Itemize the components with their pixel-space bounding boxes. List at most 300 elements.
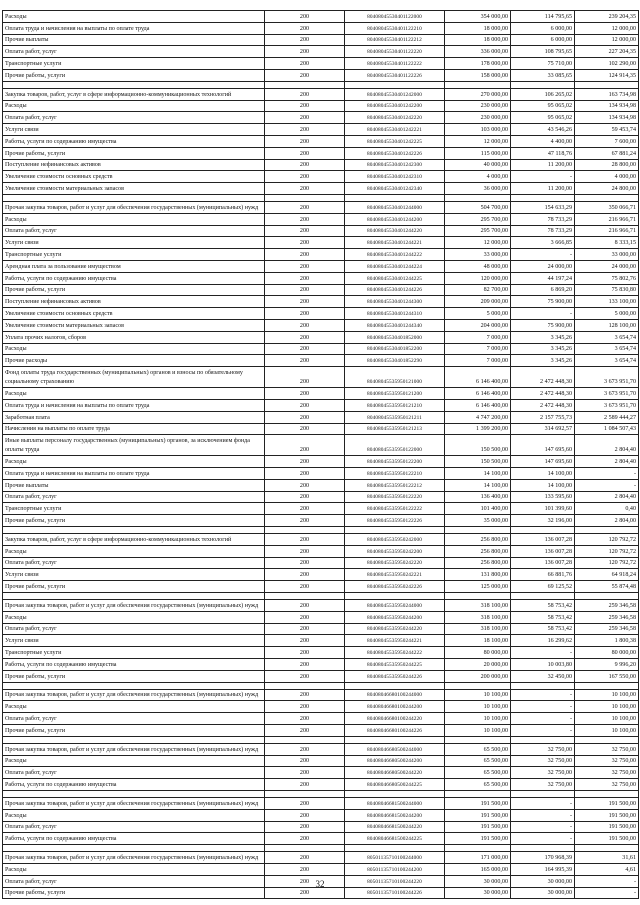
row-budget-code: 80408045535950244000 <box>345 600 445 612</box>
row-executed-amount: 75 710,00 <box>511 58 575 70</box>
row-unexecuted-amount: 24 000,00 <box>575 260 639 272</box>
row-approved-amount: 230 000,00 <box>445 112 511 124</box>
row-approved-amount: 6 146 400,00 <box>445 388 511 400</box>
row-line-code: 200 <box>265 237 345 249</box>
table-row <box>3 88 639 100</box>
table-row <box>3 515 639 527</box>
table-row <box>3 296 639 308</box>
row-line-code: 200 <box>265 367 345 388</box>
row-unexecuted-amount: - <box>575 479 639 491</box>
row-executed-amount: 32 196,00 <box>511 515 575 527</box>
spacer-cell <box>445 736 511 743</box>
table-row <box>3 411 639 423</box>
spacer-cell <box>511 593 575 600</box>
spacer-cell <box>345 593 445 600</box>
row-unexecuted-amount: 216 966,71 <box>575 213 639 225</box>
spacer-cell <box>265 791 345 798</box>
spacer-cell <box>265 194 345 201</box>
row-executed-amount: - <box>511 725 575 737</box>
row-approved-amount: 5 000,00 <box>445 308 511 320</box>
spacer-cell <box>575 593 639 600</box>
row-approved-amount: 256 800,00 <box>445 534 511 546</box>
row-name: Поступление нефинансовых активов <box>3 296 265 308</box>
row-executed-amount: 106 265,02 <box>511 88 575 100</box>
row-executed-amount: 3 345,26 <box>511 331 575 343</box>
row-executed-amount: 136 007,28 <box>511 534 575 546</box>
row-unexecuted-amount: 64 918,24 <box>575 569 639 581</box>
row-executed-amount: 101 399,60 <box>511 503 575 515</box>
row-unexecuted-amount: 2 589 444,27 <box>575 411 639 423</box>
spacer-row <box>3 194 639 201</box>
row-budget-code: 80408045530401242340 <box>345 183 445 195</box>
row-unexecuted-amount: 227 204,35 <box>575 46 639 58</box>
row-approved-amount: 295 700,00 <box>445 225 511 237</box>
row-approved-amount: 35 000,00 <box>445 515 511 527</box>
spacer-cell <box>265 593 345 600</box>
row-approved-amount: 191 500,00 <box>445 809 511 821</box>
row-executed-amount: 14 100,00 <box>511 479 575 491</box>
row-name: Прочие работы, услуги <box>3 887 265 899</box>
row-budget-code: 80408046680100244226 <box>345 725 445 737</box>
row-line-code: 200 <box>265 635 345 647</box>
spacer-row <box>3 736 639 743</box>
row-approved-amount: 230 000,00 <box>445 100 511 112</box>
table-row <box>3 367 639 388</box>
spacer-cell <box>575 81 639 88</box>
spacer-row <box>3 593 639 600</box>
row-approved-amount: 150 500,00 <box>445 456 511 468</box>
row-line-code: 200 <box>265 58 345 70</box>
row-executed-amount: 6 000,00 <box>511 34 575 46</box>
row-unexecuted-amount: 12 000,00 <box>575 34 639 46</box>
row-budget-code: 80408045530401852200 <box>345 343 445 355</box>
row-budget-code: 80408045530401244300 <box>345 296 445 308</box>
row-budget-code: 80408045530401242000 <box>345 88 445 100</box>
row-name: Поступление нефинансовых активов <box>3 159 265 171</box>
spacer-cell <box>345 194 445 201</box>
row-unexecuted-amount: 0,40 <box>575 503 639 515</box>
spacer-cell <box>345 81 445 88</box>
row-name: Оплата работ, услуг <box>3 767 265 779</box>
row-budget-code: 80408045535950121000 <box>345 367 445 388</box>
row-name: Оплата работ, услуг <box>3 491 265 503</box>
row-budget-code: 80408045535950242221 <box>345 569 445 581</box>
spacer-cell <box>575 194 639 201</box>
row-unexecuted-amount: 163 734,98 <box>575 88 639 100</box>
row-line-code: 200 <box>265 34 345 46</box>
spacer-cell <box>511 682 575 689</box>
row-unexecuted-amount: 191 500,00 <box>575 809 639 821</box>
table-row <box>3 659 639 671</box>
row-unexecuted-amount: 24 800,00 <box>575 183 639 195</box>
row-unexecuted-amount: 3 654,74 <box>575 343 639 355</box>
row-approved-amount: 10 100,00 <box>445 713 511 725</box>
row-name: Расходы <box>3 755 265 767</box>
row-unexecuted-amount: 31,61 <box>575 852 639 864</box>
row-line-code: 200 <box>265 159 345 171</box>
row-budget-code: 80501135710100244000 <box>345 852 445 864</box>
row-executed-amount: - <box>511 647 575 659</box>
table-row <box>3 635 639 647</box>
table-row <box>3 611 639 623</box>
row-line-code: 200 <box>265 767 345 779</box>
row-approved-amount: 30 000,00 <box>445 887 511 899</box>
row-approved-amount: 270 000,00 <box>445 88 511 100</box>
row-line-code: 200 <box>265 611 345 623</box>
row-executed-amount: 43 546,26 <box>511 124 575 136</box>
table-row <box>3 213 639 225</box>
row-name: Прочие выплаты <box>3 479 265 491</box>
row-budget-code: 80408045535950122200 <box>345 456 445 468</box>
table-row <box>3 22 639 34</box>
spacer-cell <box>265 527 345 534</box>
table-row <box>3 201 639 213</box>
row-unexecuted-amount: - <box>575 887 639 899</box>
row-name: Прочие работы, услуги <box>3 581 265 593</box>
row-executed-amount: 24 000,00 <box>511 260 575 272</box>
row-unexecuted-amount: 67 881,24 <box>575 147 639 159</box>
row-executed-amount: 3 345,26 <box>511 355 575 367</box>
row-budget-code: 80408045530401244226 <box>345 284 445 296</box>
row-unexecuted-amount: 32 750,00 <box>575 767 639 779</box>
row-budget-code: 80408045530401852000 <box>345 331 445 343</box>
spacer-cell <box>445 845 511 852</box>
row-line-code: 200 <box>265 887 345 899</box>
row-executed-amount: 14 100,00 <box>511 468 575 480</box>
table-row <box>3 755 639 767</box>
row-unexecuted-amount: 167 550,00 <box>575 670 639 682</box>
spacer-row <box>3 845 639 852</box>
spacer-cell <box>575 736 639 743</box>
row-executed-amount: 69 125,52 <box>511 581 575 593</box>
row-name: Увеличение стоимости основных средств <box>3 171 265 183</box>
row-budget-code: 80408046681500244220 <box>345 821 445 833</box>
row-approved-amount: 36 000,00 <box>445 183 511 195</box>
row-approved-amount: 158 000,00 <box>445 69 511 81</box>
row-approved-amount: 6 146 400,00 <box>445 367 511 388</box>
row-budget-code: 80408045535950244221 <box>345 635 445 647</box>
row-approved-amount: 178 000,00 <box>445 58 511 70</box>
row-line-code: 200 <box>265 647 345 659</box>
row-executed-amount: 58 753,42 <box>511 611 575 623</box>
table-row <box>3 147 639 159</box>
spacer-cell <box>575 527 639 534</box>
row-name: Заработная плата <box>3 411 265 423</box>
row-approved-amount: 191 500,00 <box>445 821 511 833</box>
table-row <box>3 225 639 237</box>
row-line-code: 200 <box>265 875 345 887</box>
row-budget-code: 80408046680500244000 <box>345 743 445 755</box>
row-unexecuted-amount: 10 100,00 <box>575 725 639 737</box>
row-unexecuted-amount: 191 500,00 <box>575 798 639 810</box>
row-executed-amount: 75 900,00 <box>511 319 575 331</box>
row-name: Закупка товаров, работ, услуг в сфере информационно-коммуникационных технологий <box>3 534 265 546</box>
row-executed-amount: 136 007,28 <box>511 545 575 557</box>
table-row <box>3 491 639 503</box>
row-budget-code: 80408045535950244222 <box>345 647 445 659</box>
row-name: Прочие работы, услуги <box>3 284 265 296</box>
row-unexecuted-amount: 80 000,00 <box>575 647 639 659</box>
table-row <box>3 701 639 713</box>
row-approved-amount: 10 100,00 <box>445 725 511 737</box>
row-unexecuted-amount: - <box>575 468 639 480</box>
row-budget-code: 80408045535950242226 <box>345 581 445 593</box>
row-executed-amount: - <box>511 798 575 810</box>
row-unexecuted-amount: 191 500,00 <box>575 833 639 845</box>
row-executed-amount: 3 666,85 <box>511 237 575 249</box>
row-executed-amount: 10 003,80 <box>511 659 575 671</box>
budget-execution-table <box>2 10 639 899</box>
spacer-cell <box>3 81 265 88</box>
row-name: Расходы <box>3 100 265 112</box>
row-executed-amount: - <box>511 809 575 821</box>
row-name: Закупка товаров, работ, услуг в сфере информационно-коммуникационных технологий <box>3 88 265 100</box>
spacer-row <box>3 527 639 534</box>
row-executed-amount: 4 400,00 <box>511 135 575 147</box>
spacer-cell <box>445 682 511 689</box>
table-row <box>3 124 639 136</box>
row-name: Транспортные услуги <box>3 503 265 515</box>
row-executed-amount: 44 197,24 <box>511 272 575 284</box>
row-name: Расходы <box>3 213 265 225</box>
row-executed-amount: 108 795,65 <box>511 46 575 58</box>
row-line-code: 200 <box>265 515 345 527</box>
table-row <box>3 767 639 779</box>
row-unexecuted-amount: 350 066,71 <box>575 201 639 213</box>
row-approved-amount: 18 000,00 <box>445 22 511 34</box>
row-name: Услуги связи <box>3 635 265 647</box>
spacer-cell <box>3 593 265 600</box>
row-name: Оплата работ, услуг <box>3 821 265 833</box>
row-unexecuted-amount: 3 673 951,70 <box>575 388 639 400</box>
row-budget-code: 80408045535950122000 <box>345 435 445 456</box>
row-executed-amount: - <box>511 821 575 833</box>
row-name: Оплата работ, услуг <box>3 557 265 569</box>
row-name: Иные выплаты персоналу государственных (муниципальных) органов, за исключением фонда оплаты труда <box>3 435 265 456</box>
row-unexecuted-amount: 134 934,98 <box>575 112 639 124</box>
row-line-code: 200 <box>265 388 345 400</box>
row-approved-amount: 209 000,00 <box>445 296 511 308</box>
row-budget-code: 80501135710100244226 <box>345 887 445 899</box>
row-name: Работы, услуги по содержанию имущества <box>3 779 265 791</box>
row-approved-amount: 12 000,00 <box>445 135 511 147</box>
row-approved-amount: 4 747 200,00 <box>445 411 511 423</box>
spacer-cell <box>445 81 511 88</box>
row-line-code: 200 <box>265 755 345 767</box>
row-name: Уплата прочих налогов, сборов <box>3 331 265 343</box>
row-name: Транспортные услуги <box>3 647 265 659</box>
table-row <box>3 237 639 249</box>
row-budget-code: 80408045535950122222 <box>345 503 445 515</box>
row-executed-amount: 66 881,76 <box>511 569 575 581</box>
row-approved-amount: 136 400,00 <box>445 491 511 503</box>
row-budget-code: 80408045530401122000 <box>345 11 445 23</box>
row-name: Расходы <box>3 701 265 713</box>
row-budget-code: 80408045530401122220 <box>345 46 445 58</box>
table-row <box>3 399 639 411</box>
row-unexecuted-amount: - <box>575 875 639 887</box>
row-budget-code: 80408045530401244220 <box>345 225 445 237</box>
row-approved-amount: 336 000,00 <box>445 46 511 58</box>
row-approved-amount: 18 000,00 <box>445 34 511 46</box>
row-line-code: 200 <box>265 534 345 546</box>
row-budget-code: 80408045535950121210 <box>345 399 445 411</box>
row-approved-amount: 354 000,00 <box>445 11 511 23</box>
row-approved-amount: 103 000,00 <box>445 124 511 136</box>
row-approved-amount: 318 100,00 <box>445 611 511 623</box>
row-approved-amount: 65 500,00 <box>445 755 511 767</box>
row-budget-code: 80408045535950121213 <box>345 423 445 435</box>
row-budget-code: 80408046680100244000 <box>345 689 445 701</box>
row-budget-code: 80408045530401244310 <box>345 308 445 320</box>
row-unexecuted-amount: 216 966,71 <box>575 225 639 237</box>
table-row <box>3 319 639 331</box>
row-name: Оплата работ, услуг <box>3 713 265 725</box>
row-budget-code: 80408046680500244220 <box>345 767 445 779</box>
row-line-code: 200 <box>265 689 345 701</box>
table-row <box>3 343 639 355</box>
row-unexecuted-amount: 32 750,00 <box>575 743 639 755</box>
row-budget-code: 80408045530401242220 <box>345 112 445 124</box>
spacer-cell <box>445 194 511 201</box>
row-executed-amount: 32 750,00 <box>511 767 575 779</box>
table-row <box>3 284 639 296</box>
row-line-code: 200 <box>265 100 345 112</box>
row-executed-amount: 95 065,02 <box>511 100 575 112</box>
row-line-code: 200 <box>265 124 345 136</box>
row-budget-code: 80408045535950122210 <box>345 468 445 480</box>
row-approved-amount: 191 500,00 <box>445 798 511 810</box>
table-row <box>3 779 639 791</box>
table-row <box>3 581 639 593</box>
row-unexecuted-amount: 2 804,40 <box>575 435 639 456</box>
row-line-code: 200 <box>265 623 345 635</box>
row-line-code: 200 <box>265 779 345 791</box>
spacer-cell <box>511 845 575 852</box>
row-line-code: 200 <box>265 852 345 864</box>
row-approved-amount: 191 500,00 <box>445 833 511 845</box>
row-budget-code: 80408045530401242225 <box>345 135 445 147</box>
row-executed-amount: 32 750,00 <box>511 779 575 791</box>
row-unexecuted-amount: 1 800,38 <box>575 635 639 647</box>
row-approved-amount: 295 700,00 <box>445 213 511 225</box>
table-row <box>3 534 639 546</box>
row-approved-amount: 65 500,00 <box>445 779 511 791</box>
spacer-cell <box>445 593 511 600</box>
row-name: Расходы <box>3 11 265 23</box>
row-budget-code: 80408045530401244200 <box>345 213 445 225</box>
row-unexecuted-amount: 259 346,58 <box>575 600 639 612</box>
row-approved-amount: 6 146 400,00 <box>445 399 511 411</box>
row-line-code: 200 <box>265 201 345 213</box>
row-unexecuted-amount: 55 874,48 <box>575 581 639 593</box>
row-executed-amount: 136 007,28 <box>511 557 575 569</box>
table-row <box>3 388 639 400</box>
row-line-code: 200 <box>265 11 345 23</box>
row-executed-amount: 11 200,00 <box>511 159 575 171</box>
row-executed-amount: 2 472 448,30 <box>511 367 575 388</box>
table-row <box>3 821 639 833</box>
row-name: Оплата работ, услуг <box>3 225 265 237</box>
row-executed-amount: 314 692,57 <box>511 423 575 435</box>
spacer-cell <box>511 527 575 534</box>
row-approved-amount: 150 500,00 <box>445 435 511 456</box>
row-name: Увеличение стоимости основных средств <box>3 308 265 320</box>
row-executed-amount: 58 753,42 <box>511 623 575 635</box>
row-name: Транспортные услуги <box>3 58 265 70</box>
row-name: Увеличение стоимости материальных запасов <box>3 183 265 195</box>
row-line-code: 200 <box>265 46 345 58</box>
row-name: Прочая закупка товаров, работ и услуг для обеспечения государственных (муниципальных) нужд <box>3 852 265 864</box>
row-line-code: 200 <box>265 809 345 821</box>
row-approved-amount: 318 100,00 <box>445 623 511 635</box>
table-row <box>3 435 639 456</box>
row-line-code: 200 <box>265 479 345 491</box>
table-row <box>3 798 639 810</box>
row-budget-code: 80408045530401242200 <box>345 100 445 112</box>
row-unexecuted-amount: 59 453,74 <box>575 124 639 136</box>
row-unexecuted-amount: 4 000,00 <box>575 171 639 183</box>
row-line-code: 200 <box>265 670 345 682</box>
row-budget-code: 80408045530401242221 <box>345 124 445 136</box>
spacer-cell <box>265 736 345 743</box>
row-executed-amount: - <box>511 171 575 183</box>
spacer-cell <box>445 791 511 798</box>
row-unexecuted-amount: 134 934,98 <box>575 100 639 112</box>
row-line-code: 200 <box>265 183 345 195</box>
row-executed-amount: 3 345,26 <box>511 343 575 355</box>
row-executed-amount: 133 595,60 <box>511 491 575 503</box>
row-executed-amount: 2 472 448,30 <box>511 399 575 411</box>
table-row <box>3 171 639 183</box>
row-approved-amount: 256 800,00 <box>445 557 511 569</box>
row-budget-code: 80408046681500244225 <box>345 833 445 845</box>
page-number: 32 <box>315 879 325 889</box>
row-line-code: 200 <box>265 147 345 159</box>
row-approved-amount: 7 000,00 <box>445 343 511 355</box>
row-unexecuted-amount: 3 673 951,70 <box>575 399 639 411</box>
row-name: Фонд оплаты труда государственных (муниципальных) органов и взносы по обязательному социальному страхованию <box>3 367 265 388</box>
row-name: Оплата работ, услуг <box>3 875 265 887</box>
row-line-code: 200 <box>265 456 345 468</box>
row-line-code: 200 <box>265 581 345 593</box>
row-approved-amount: 33 000,00 <box>445 249 511 261</box>
row-approved-amount: 120 000,00 <box>445 272 511 284</box>
row-budget-code: 80408045530401244221 <box>345 237 445 249</box>
row-unexecuted-amount: 32 750,00 <box>575 755 639 767</box>
row-unexecuted-amount: 1 084 507,43 <box>575 423 639 435</box>
spacer-row <box>3 81 639 88</box>
row-line-code: 200 <box>265 557 345 569</box>
row-name: Расходы <box>3 343 265 355</box>
row-line-code: 200 <box>265 743 345 755</box>
table-row <box>3 272 639 284</box>
row-budget-code: 80408045530401242300 <box>345 159 445 171</box>
row-unexecuted-amount: 8 333,15 <box>575 237 639 249</box>
row-unexecuted-amount: 102 290,00 <box>575 58 639 70</box>
row-budget-code: 80408045530401122212 <box>345 34 445 46</box>
row-line-code: 200 <box>265 249 345 261</box>
row-budget-code: 80408045530401242226 <box>345 147 445 159</box>
row-executed-amount: 58 753,42 <box>511 600 575 612</box>
row-name: Прочая закупка товаров, работ и услуг для обеспечения государственных (муниципальных) нужд <box>3 201 265 213</box>
row-name: Расходы <box>3 545 265 557</box>
row-executed-amount: 95 065,02 <box>511 112 575 124</box>
row-approved-amount: 80 000,00 <box>445 647 511 659</box>
row-approved-amount: 4 000,00 <box>445 171 511 183</box>
row-line-code: 200 <box>265 319 345 331</box>
row-line-code: 200 <box>265 135 345 147</box>
